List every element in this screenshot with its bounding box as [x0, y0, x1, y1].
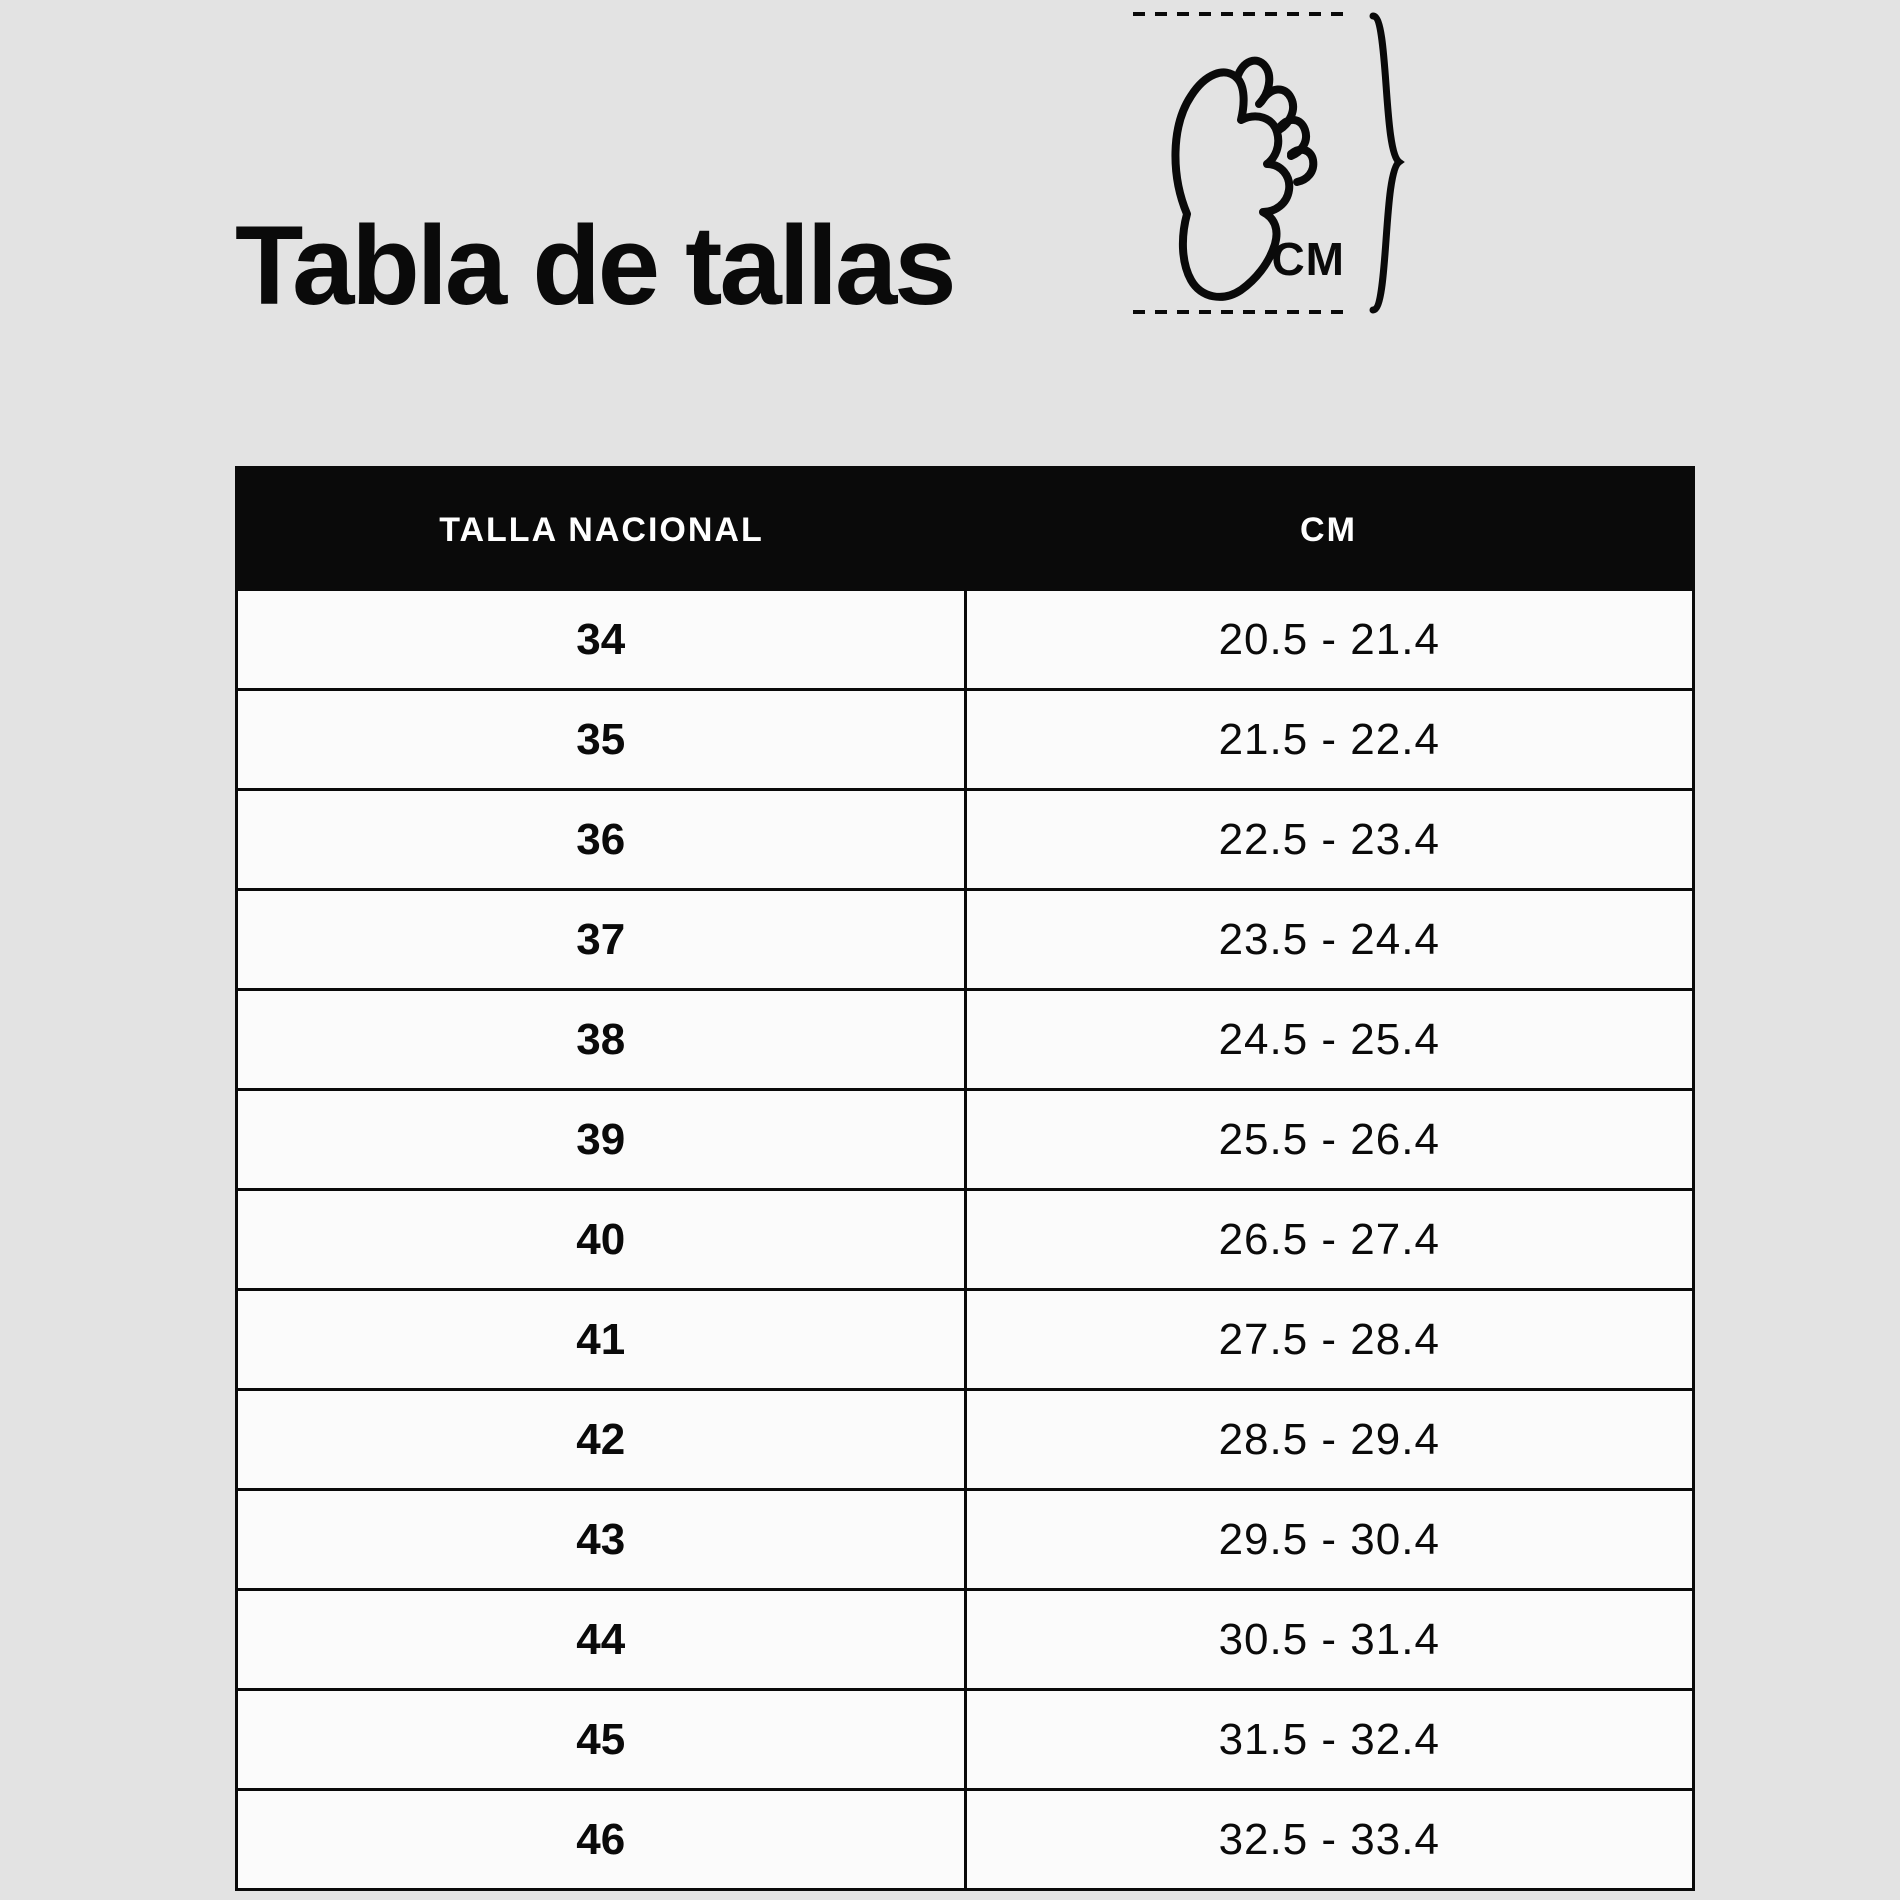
page-title: Tabla de tallas: [235, 203, 954, 328]
cell-cm: 24.5 - 25.4: [965, 990, 1694, 1090]
cell-size: 36: [237, 790, 966, 890]
cell-size: 38: [237, 990, 966, 1090]
table-row: [237, 1590, 1694, 1690]
cell-size: 39: [237, 1090, 966, 1190]
table-row: [237, 1790, 1694, 1890]
table-row: [237, 690, 1694, 790]
cell-size: 40: [237, 1190, 966, 1290]
cell-size: 46: [237, 1790, 966, 1890]
size-table-head: [237, 468, 1694, 592]
cell-cm: 28.5 - 29.4: [965, 1390, 1694, 1490]
cell-cm: 25.5 - 26.4: [965, 1090, 1694, 1190]
size-table-container: [235, 466, 1695, 1891]
table-row: [237, 1090, 1694, 1190]
column-header-talla-nacional: TALLA NACIONAL: [237, 468, 966, 592]
cell-size: 35: [237, 690, 966, 790]
table-row: [237, 1190, 1694, 1290]
table-row: [237, 1290, 1694, 1390]
table-row: [237, 591, 1694, 690]
cell-size: 45: [237, 1690, 966, 1790]
cell-cm: 22.5 - 23.4: [965, 790, 1694, 890]
cell-size: 42: [237, 1390, 966, 1490]
cell-cm: 21.5 - 22.4: [965, 690, 1694, 790]
table-row: [237, 890, 1694, 990]
table-row: [237, 990, 1694, 1090]
foot-measurement-diagram: [1125, 0, 1545, 330]
size-table-body: [237, 591, 1694, 1890]
table-row: [237, 790, 1694, 890]
cell-cm: 27.5 - 28.4: [965, 1290, 1694, 1390]
cell-size: 43: [237, 1490, 966, 1590]
size-table: [235, 466, 1695, 1891]
table-header-row: [237, 468, 1694, 592]
cell-size: 44: [237, 1590, 966, 1690]
cm-measure-label: CM: [1271, 233, 1345, 285]
cell-cm: 31.5 - 32.4: [965, 1690, 1694, 1790]
cell-cm: 29.5 - 30.4: [965, 1490, 1694, 1590]
table-row: [237, 1490, 1694, 1590]
cell-cm: 23.5 - 24.4: [965, 890, 1694, 990]
cell-size: 37: [237, 890, 966, 990]
cell-cm: 32.5 - 33.4: [965, 1790, 1694, 1890]
table-row: [237, 1690, 1694, 1790]
table-row: [237, 1390, 1694, 1490]
cell-cm: 26.5 - 27.4: [965, 1190, 1694, 1290]
column-header-cm: CM: [965, 468, 1694, 592]
cell-size: 41: [237, 1290, 966, 1390]
cell-cm: 30.5 - 31.4: [965, 1590, 1694, 1690]
cell-size: 34: [237, 591, 966, 690]
cell-cm: 20.5 - 21.4: [1218, 614, 1440, 664]
